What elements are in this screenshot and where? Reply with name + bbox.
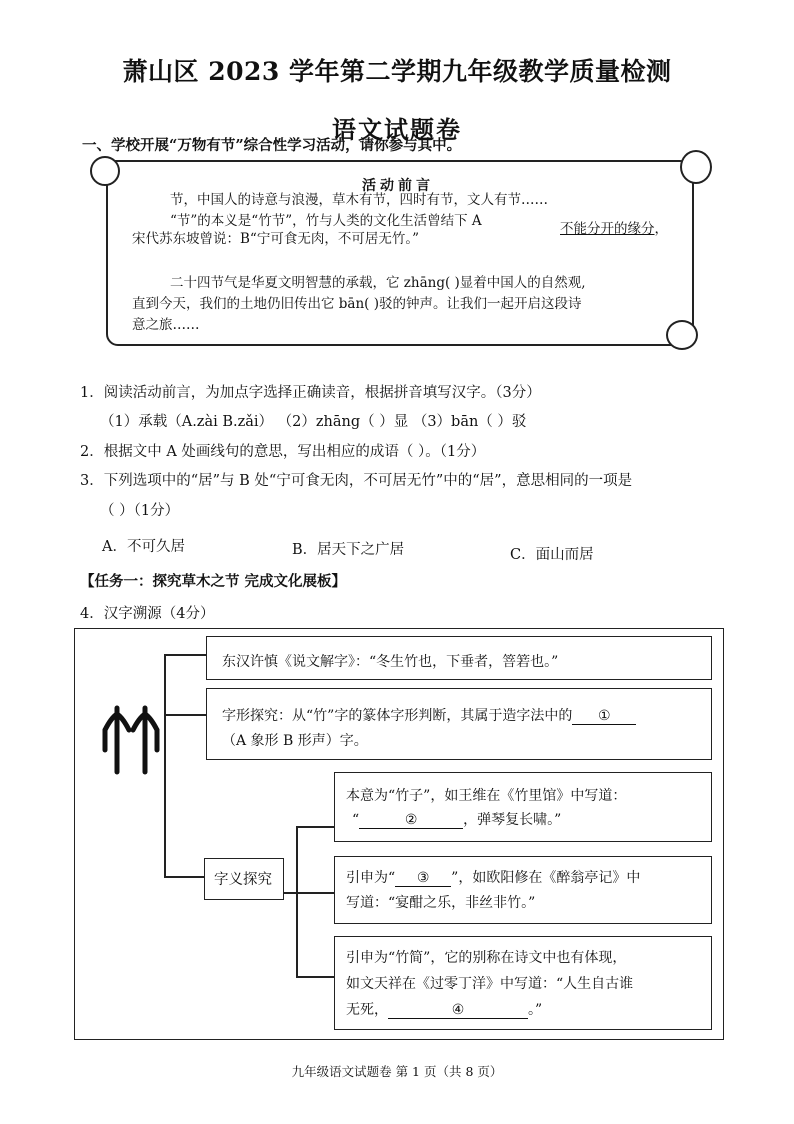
connector-branch-2 [164,714,206,716]
preface-line-2: “节”的本义是“竹节”，竹与人类的文化生活曾结下 A [170,213,482,229]
connector-branch-3 [164,876,204,878]
box-extended-2-line-2: 如文天祥在《过零丁洋》中写道：“人生自古谁 [346,976,634,992]
question-1: 1．阅读活动前言，为加点字选择正确读音，根据拼音填写汉字。（3分） [80,385,541,401]
box-original-meaning [334,772,712,842]
blank-3[interactable]: ③ [395,870,451,887]
preface-line-5: 直到今天，我们的土地仍旧传出它 bān( )驳的钟声。让我们一起开启这段诗 [132,296,582,312]
preface-line-1: 节，中国人的诗意与浪漫，草木有节，四时有节，文人有节…… [170,192,548,208]
connector-meaning-3 [296,976,334,978]
scroll-curl-bottom [666,320,698,350]
box-original-meaning-line-2 [352,809,561,829]
box-glyph-study-line-2: （A 象形 B 形声）字。 [222,733,368,749]
glyph-study-text: 字形探究：从“竹”字的篆体字形判断，其属于造字法中的 [222,708,573,724]
extended-1-suffix: ”，如欧阳修在《醉翁亭记》中 [451,870,641,886]
blank-4[interactable]: ④ [388,1002,528,1019]
option-b: B．居天下之广居 [292,542,405,558]
box-shuowen-text: 东汉许慎《说文解字》：“冬生竹也，下垂者，箁箬也。” [222,654,559,670]
question-2: 2．根据文中 A 处画线句的意思，写出相应的成语（ ）。（1分） [80,444,486,460]
question-1-parts: （1）承载（A.zài B.zǎi） （2）zhāng（ ）显 （3）bān（ ）驳 [100,414,527,430]
connector-trunk [164,654,166,876]
exam-subtitle: 语文试题卷 [332,115,462,144]
preface-quote-b: 宋代苏东坡曾说：B“宁可食无肉，不可居无竹。” [132,231,419,247]
connector-meaning-2 [282,892,334,894]
question-3: 3．下列选项中的“居”与 B 处“宁可食无肉，不可居无竹”中的“居”，意思相同的一项是 [80,473,633,489]
meaning-label: 字义探究 [214,872,272,888]
page-footer: 九年级语文试题卷 第 1 页（共 8 页） [291,1064,503,1079]
section-heading: 一、学校开展“万物有节”综合性学习活动，请你参与其中。 [82,137,462,154]
underlined-phrase-a: 不能分开的缘分 [560,221,655,237]
box-extended-1-line-2: 写道：“宴酣之乐，非丝非竹。” [346,895,536,911]
box-extended-1-line-1 [346,867,640,887]
task-1-heading: 【任务一：探究草木之节 完成文化展板】 [80,573,347,590]
blank-2[interactable]: ② [359,812,463,829]
exam-title: 萧山区 2023 学年第二学期九年级教学质量检测 [122,57,672,86]
seal-script-bamboo-icon [101,700,163,780]
preface-line-2-underlined [560,219,668,240]
question-4: 4．汉字溯源（4分） [80,606,215,622]
option-c: C．面山而居 [510,547,594,563]
box-original-meaning-line-1: 本意为“竹子”，如王维在《竹里馆》中写道： [346,788,627,804]
connector-meaning-trunk [296,826,298,976]
extended-2-prefix: 无死， [346,1002,388,1018]
connector-meaning-1 [296,826,334,828]
preface-line-3 [132,229,419,250]
box-extended-2-line-1: 引申为“竹简”，它的别称在诗文中也有体现， [346,950,627,966]
open-quote: “ [352,812,360,828]
preface-title: 活动前言 [362,178,434,194]
blank-1[interactable]: ① [572,708,636,725]
preface-line-4: 二十四节气是华夏文明智慧的承载，它 zhāng( )显着中国人的自然观, [170,275,586,291]
extended-2-suffix: 。” [528,1002,543,1018]
box-extended-2-line-3 [346,999,542,1019]
option-a: A．不可久居 [102,539,185,555]
box-glyph-study-line-1 [222,705,636,725]
poem-rest: ，弹琴复长啸。” [463,812,562,828]
comma: ， [654,221,668,237]
extended-1-prefix: 引申为“ [346,870,396,886]
question-3-cont: （ ）（1分） [100,503,180,519]
connector-branch-1 [164,654,206,656]
preface-line-6: 意之旅…… [132,317,200,333]
